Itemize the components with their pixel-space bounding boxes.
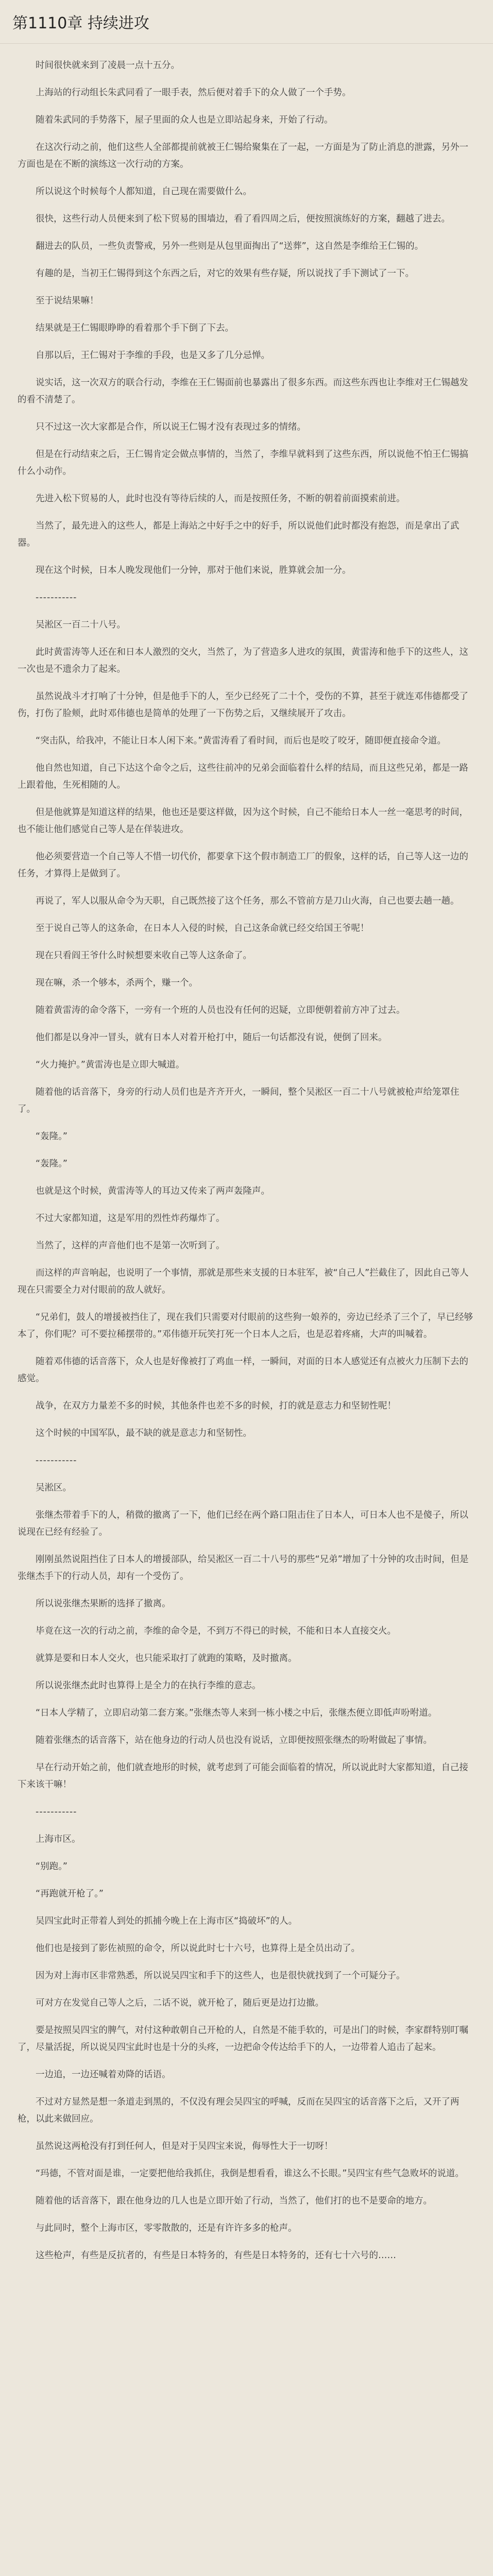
paragraph: 虽然说这两枪没有打到任何人，但是对于吴四宝来说，侮辱性大于一切呀！ (36, 2141, 333, 2151)
paragraph: 有趣的是，当初王仁锡得到这个东西之后，对它的效果有些存疑，所以说找了手下测试了一下。 (36, 268, 414, 279)
paragraph: 现在只看阎王爷什么时候想要来收自己等人这条命了。 (36, 951, 252, 961)
paragraph: 上海站的行动组长朱武同看了一眼手表，然后便对着手下的众人做了一个手势。 (36, 88, 351, 98)
paragraph: “火力掩护。”黄雷涛也是立即大喊道。 (36, 1060, 185, 1070)
paragraph: 一边追，一边还喊着劝降的话语。 (36, 2070, 171, 2080)
paragraph: 但是在行动结束之后，王仁锡肯定会做点事情的，当然了，李维早就料到了这些东西，所以说他不怕王仁锡搞什么小动作。 (18, 449, 468, 477)
paragraph: “玛德，不管对面是谁，一定要把他给我抓住，我倒是想看看，谁这么不长眼。”吴四宝有些气急败坏的说道。 (36, 2168, 464, 2179)
section-separator: ----------- (36, 592, 77, 603)
paragraph: 所以说张继杰果断的选择了撤离。 (36, 1599, 171, 1609)
paragraph: “再跑就开枪了。” (36, 1889, 104, 1899)
paragraph: 不过对方显然是想一条道走到黑的，不仅没有理会吴四宝的呼喊，反而在吴四宝的话音落下之后，又开了两枪，以此来做回应。 (18, 2097, 460, 2124)
paragraph: 早在行动开始之前，他们就查地形的时候，就考虑到了可能会面临着的情况，所以说此时大家都知道，自己接下来该干嘛！ (18, 1762, 468, 1790)
paragraph: 翻进去的队员，一些负责警戒，另外一些则是从包里面掏出了“送葬”，这自然是李维给王仁锡的。 (36, 241, 424, 251)
paragraph: 结果就是王仁锡眼睁睁的看着那个手下倒了下去。 (36, 323, 234, 333)
paragraph: 他们也是接到了影佐祯照的命令，所以说此时七十六号，也算得上是全员出动了。 (36, 1943, 360, 1954)
paragraph: 与此同时，整个上海市区，零零散散的，还是有许许多多的枪声。 (36, 2223, 297, 2233)
paragraph: 战争，在双方力量差不多的时候，其他条件也差不多的时候，打的就是意志力和坚韧性呢！ (36, 1401, 396, 1411)
paragraph: 至于说结果嘛！ (36, 296, 99, 306)
paragraph: 随着他的话音落下，跟在他身边的几人也是立即开始了行动，当然了，他们打的也不是要命的地方。 (36, 2196, 432, 2206)
paragraph: 也就是这个时候，黄雷涛等人的耳边又传来了两声轰隆声。 (36, 1186, 270, 1196)
paragraph: “兄弟们，鼓人的增援被挡住了，现在我们只需要对付眼前的这些狗一娘养的，旁边已经杀了三个了，早已经够本了，你们呢？可不要拉稀摆带的。”邓伟德开玩笑打死一个日本人之后，也是忍着疼痛，大声的叫喊着。 (18, 1312, 473, 1340)
paragraph: 不过大家都知道，这是军用的烈性炸药爆炸了。 (36, 1213, 225, 1224)
paragraph: 再说了，军人以服从命令为天职，自己既然接了这个任务，那么不管前方是刀山火海，自己也要去趟一趟。 (36, 896, 460, 906)
paragraph: 很快，这些行动人员便来到了松下贸易的围墙边，看了看四周之后，便按照演练好的方案，翻越了进去。 (36, 214, 450, 224)
paragraph: 这些枪声，有些是反抗者的，有些是日本特务的，有些是日本特务的，还有七十六号的…… (36, 2250, 396, 2261)
paragraph: 现在嘛，杀一个够本，杀两个，赚一个。 (36, 978, 198, 988)
paragraph: 所以说这个时候每个人都知道，自己现在需要做什么。 (36, 187, 252, 197)
paragraph: 他必须要营造一个自己等人不惜一切代价，都要拿下这个假市制造工厂的假象，这样的话，自己等人这一边的任务，才算得上是做到了。 (18, 852, 468, 879)
paragraph: 可对方在发觉自己等人之后，二话不说，就开枪了，随后更是边打边撤。 (36, 1998, 324, 2008)
paragraph: 吴淞区。 (36, 1483, 72, 1493)
paragraph: 就算是要和日本人交火，也只能采取打了就跑的策略，及时撤离。 (36, 1653, 297, 1664)
paragraph: 现在这个时候，日本人晚发现他们一分钟，那对于他们来说，胜算就会加一分。 (36, 565, 351, 575)
paragraph: 张继杰带着手下的人，稍微的撤离了一下，他们已经在两个路口阻击住了日本人，可日本人也不是傻子，所以说现在已经有经验了。 (18, 1510, 468, 1537)
paragraph: 他们都是以身冲一冒头，就有日本人对着开枪打中，随后一句话都没有说，便倒了回来。 (36, 1032, 387, 1043)
paragraph: 此时黄雷涛等人还在和日本人激烈的交火，当然了，为了营造多人进攻的氛围，黄雷涛和他手下的这些人，这一次也是不遗余力了起来。 (18, 647, 468, 674)
paragraph: 这个时候的中国军队，最不缺的就是意志力和坚韧性。 (36, 1428, 252, 1438)
paragraph: 他自然也知道，自己下达这个命令之后，这些往前冲的兄弟会面临着什么样的结局，而且这些兄弟，都是一路上跟着他，生死相随的人。 (18, 763, 468, 790)
paragraph: 随着他的话音落下，身旁的行动人员们也是齐齐开火，一瞬间，整个吴淞区一百二十八号就被枪声给笼罩住了。 (18, 1087, 460, 1114)
paragraph: 当然了，这样的声音他们也不是第一次听到了。 (36, 1241, 225, 1251)
paragraph: 随着黄雷涛的命令落下，一旁有一个班的人员也没有任何的迟疑，立即便朝着前方冲了过去。 (36, 1005, 405, 1015)
paragraph: “轰隆。” (36, 1159, 67, 1169)
chapter-body (0, 44, 493, 2264)
paragraph: 自那以后，王仁锡对于李维的手段，也是又多了几分忌惮。 (36, 350, 270, 361)
paragraph: 吴淞区一百二十八号。 (36, 620, 126, 630)
paragraph: 要是按照吴四宝的脾气，对付这种敢朝自己开枪的人，自然是不能手软的，可是出门的时候，李家群特别叮嘱了，尽量活捉，所以说吴四宝此时也是十分的头疼，一边把命令传达给手下的人，一边带着人追击了起来。 (18, 2025, 468, 2053)
paragraph: 说实话，这一次双方的联合行动，李维在王仁锡面前也暴露出了很多东西。而这些东西也让李维对王仁锡越发的看不清楚了。 (18, 378, 468, 405)
paragraph: 随着朱武同的手势落下，屋子里面的众人也是立即站起身来，开始了行动。 (36, 115, 333, 125)
paragraph: 先进入松下贸易的人，此时也没有等待后续的人，而是按照任务，不断的朝着前面摸索前进。 (36, 494, 405, 504)
paragraph: 而这样的声音响起，也说明了一个事情，那就是那些来支援的日本驻军，被“自己人”拦截住了，因此自己等人现在只需要全力对付眼前的敌人就好。 (18, 1268, 469, 1295)
chapter-title: 第1110章 持续进攻 (12, 14, 149, 32)
paragraph: 只不过这一次大家都是合作，所以说王仁锡才没有表现过多的情绪。 (36, 422, 306, 432)
paragraph: “轰隆。” (36, 1131, 67, 1142)
paragraph: 上海市区。 (36, 1834, 81, 1844)
paragraph: 随着张继杰的话音落下，站在他身边的行动人员也没有说话，立即便按照张继杰的吩咐做起了事情。 (36, 1735, 432, 1745)
paragraph: 随着邓伟德的话音落下，众人也是好像被打了鸡血一样，一瞬间，对面的日本人感觉还有点被火力压制下去的感觉。 (18, 1357, 468, 1384)
paragraph: 毕竟在这一次的行动之前，李维的命令是，不到万不得已的时候，不能和日本人直接交火。 (36, 1626, 396, 1636)
paragraph: 在这次行动之前，他们这些人全部都提前就被王仁锡给聚集在了一起，一方面是为了防止消息的泄露，另外一方面也是在不断的演练这一次行动的方案。 (18, 142, 468, 170)
section-separator: ----------- (36, 1455, 77, 1466)
paragraph: “突击队，给我冲，不能让日本人闲下来。”黄雷涛看了看时间，而后也是咬了咬牙，随即便直接命令道。 (36, 736, 446, 746)
paragraph: 但是他就算是知道这样的结果，他也还是要这样做，因为这个时候，自己不能给日本人一丝一毫思考的时间，也不能让他们感觉自己等人是在佯装进攻。 (18, 807, 468, 835)
paragraph: “日本人学精了，立即启动第二套方案。”张继杰等人来到一栋小楼之中后，张继杰便立即低声吩咐道。 (36, 1708, 437, 1718)
paragraph: 因为对上海市区非常熟悉，所以说吴四宝和手下的这些人，也是很快就找到了一个可疑分子。 (36, 1971, 405, 1981)
paragraph: “别跑。” (36, 1861, 67, 1872)
paragraph: 当然了，最先进入的这些人，都是上海站之中好手之中的好手，所以说他们此时都没有抱怨，而是拿出了武器。 (18, 521, 460, 548)
paragraph: 刚刚虽然说阻挡住了日本人的增援部队，给吴淞区一百二十八号的那些“兄弟”增加了十分钟的攻击时间，但是张继杰手下的行动人员，却有一个受伤了。 (18, 1554, 469, 1582)
paragraph: 时间很快就来到了凌晨一点十五分。 (36, 60, 180, 71)
paragraph: 虽然说战斗才打响了十分钟，但是他手下的人，至少已经死了二十个，受伤的不算，甚至于就连邓伟德都受了伤，打伤了脸颊，此时邓伟德也是简单的处理了一下伤势之后，又继续展开了攻击。 (18, 691, 468, 719)
section-separator: ----------- (36, 1807, 77, 1817)
paragraph: 所以说张继杰此时也算得上是全力的在执行李维的意志。 (36, 1681, 261, 1691)
paragraph: 至于说自己等人的这条命，在日本人入侵的时候，自己这条命就已经交给国王爷呢！ (36, 923, 369, 934)
paragraph: 吴四宝此时正带着人到处的抓捕今晚上在上海市区“捣破坏”的人。 (36, 1916, 298, 1926)
